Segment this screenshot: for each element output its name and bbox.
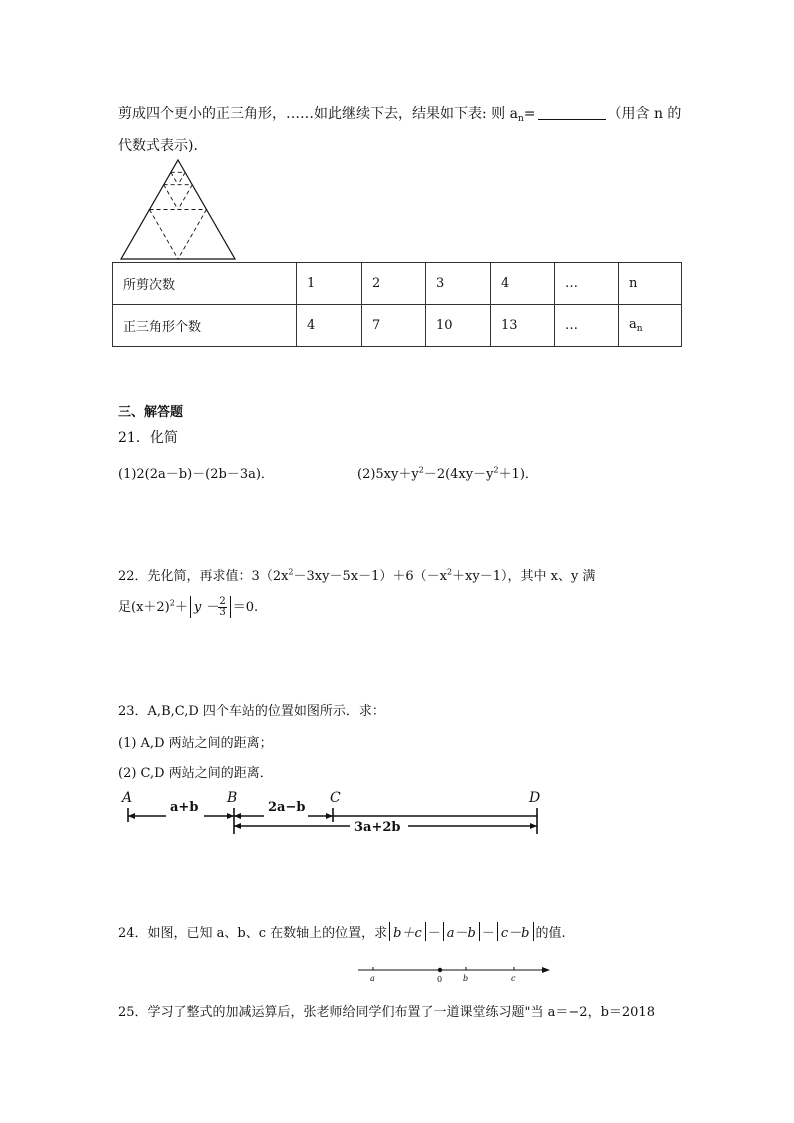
label-d: D: [529, 790, 541, 806]
table-cell: 4: [491, 263, 555, 305]
label-bc: 2a−b: [268, 800, 306, 815]
q23-sub1: (1) A,D 两站之间的距离；: [118, 736, 273, 751]
q24-minus2: －: [481, 926, 495, 941]
table-row: [113, 263, 682, 305]
q21-part1: (1)2(2a－b)－(2b－3a)．: [118, 467, 274, 482]
q22-line2-a: 足(x＋2): [118, 600, 170, 615]
fraction: [218, 597, 226, 618]
abs-y: y －: [193, 600, 219, 615]
label-bd: 3a+2b: [354, 820, 401, 835]
a-n-sub: n: [636, 324, 643, 334]
abs-c-minus-b: c－b: [497, 922, 534, 941]
table-cell: n: [619, 263, 682, 305]
q23-title: 23．A,B,C,D 四个车站的位置如图所示．求：: [118, 704, 385, 719]
q21-sup2: 2: [493, 465, 499, 475]
label-a: A: [122, 790, 133, 806]
q20-text-a: 剪成四个更小的正三角形，……如此继续下去，结果如下表: 则 a: [118, 106, 518, 122]
station-diagram: [118, 786, 548, 842]
q25-line: 25．学习了整式的加减运算后，张老师给同学们布置了一道课堂练习题"当 a＝−2，b＝2018: [118, 1005, 655, 1020]
answer-blank[interactable]: [538, 107, 606, 120]
axis-b: b: [463, 974, 469, 983]
a-n-label: a: [629, 317, 637, 332]
table-cell: 2: [362, 263, 426, 305]
table-cell: 13: [491, 305, 555, 347]
axis-zero: 0: [437, 975, 443, 984]
abs-expression: [190, 596, 231, 618]
frac-numerator: 2: [219, 596, 226, 607]
triangle-figure: [118, 158, 238, 262]
table-cell: …: [555, 305, 619, 347]
q22-c: ＋xy－1），其中 x、y 满: [452, 569, 596, 584]
table-row: [113, 305, 682, 347]
section-heading: 三、解答题: [118, 405, 184, 420]
q22-sup1: 2: [288, 567, 294, 577]
q24-line: [118, 922, 566, 941]
q24-text-b: 的值.: [535, 926, 566, 941]
q24-text-a: 24．如图，已知 a、b、c 在数轴上的位置，求: [118, 926, 388, 941]
q22-eq-zero: ＝0.: [232, 600, 259, 615]
q20-text-b: （用含 n 的: [607, 106, 682, 122]
q23-sub2: (2) C,D 两站之间的距离．: [118, 766, 273, 781]
q21-sup: 2: [418, 465, 424, 475]
abs-a-minus-b: a－b: [443, 922, 480, 941]
q22-line1: [118, 565, 595, 584]
q21-p2-a: (2)5xy＋y: [357, 467, 419, 482]
q22-b: －3xy－5x－1）＋6（－x: [293, 569, 447, 584]
count-table: [112, 262, 682, 347]
label-c: C: [330, 790, 341, 806]
q21-part2: [357, 463, 538, 482]
q22-line2-sup: 2: [169, 598, 175, 608]
table-cell: 正三角形个数: [113, 305, 297, 347]
number-line: [356, 962, 552, 986]
table-cell: [619, 305, 682, 347]
q20-eq: =: [523, 106, 536, 122]
table-cell: 1: [297, 263, 362, 305]
table-cell: 4: [297, 305, 362, 347]
q24-minus1: －: [427, 926, 441, 941]
q20-sub-n: n: [517, 114, 524, 124]
q21-title: 21．化简: [118, 430, 178, 446]
q21-p2-b: －2(4xy－y: [423, 467, 494, 482]
q21-p2-c: ＋1)．: [498, 467, 538, 482]
table-cell: 3: [426, 263, 491, 305]
frac-denominator: 3: [219, 607, 226, 618]
q22-plus: ＋: [174, 600, 188, 615]
label-ab: a+b: [170, 800, 199, 815]
table-cell: 10: [426, 305, 491, 347]
q22-line2: [118, 596, 258, 618]
abs-b-plus-c: b＋c: [389, 922, 426, 941]
label-b: B: [227, 790, 238, 806]
q20-line1: [118, 103, 681, 124]
table-cell: 7: [362, 305, 426, 347]
axis-a: a: [370, 974, 375, 983]
table-cell: 所剪次数: [113, 263, 297, 305]
table-cell: …: [555, 263, 619, 305]
q20-line2: 代数式表示)．: [118, 138, 208, 154]
q22-a: 22．先化简，再求值：3（2x: [118, 569, 289, 584]
q22-sup2: 2: [446, 567, 453, 577]
axis-c: c: [511, 974, 516, 983]
